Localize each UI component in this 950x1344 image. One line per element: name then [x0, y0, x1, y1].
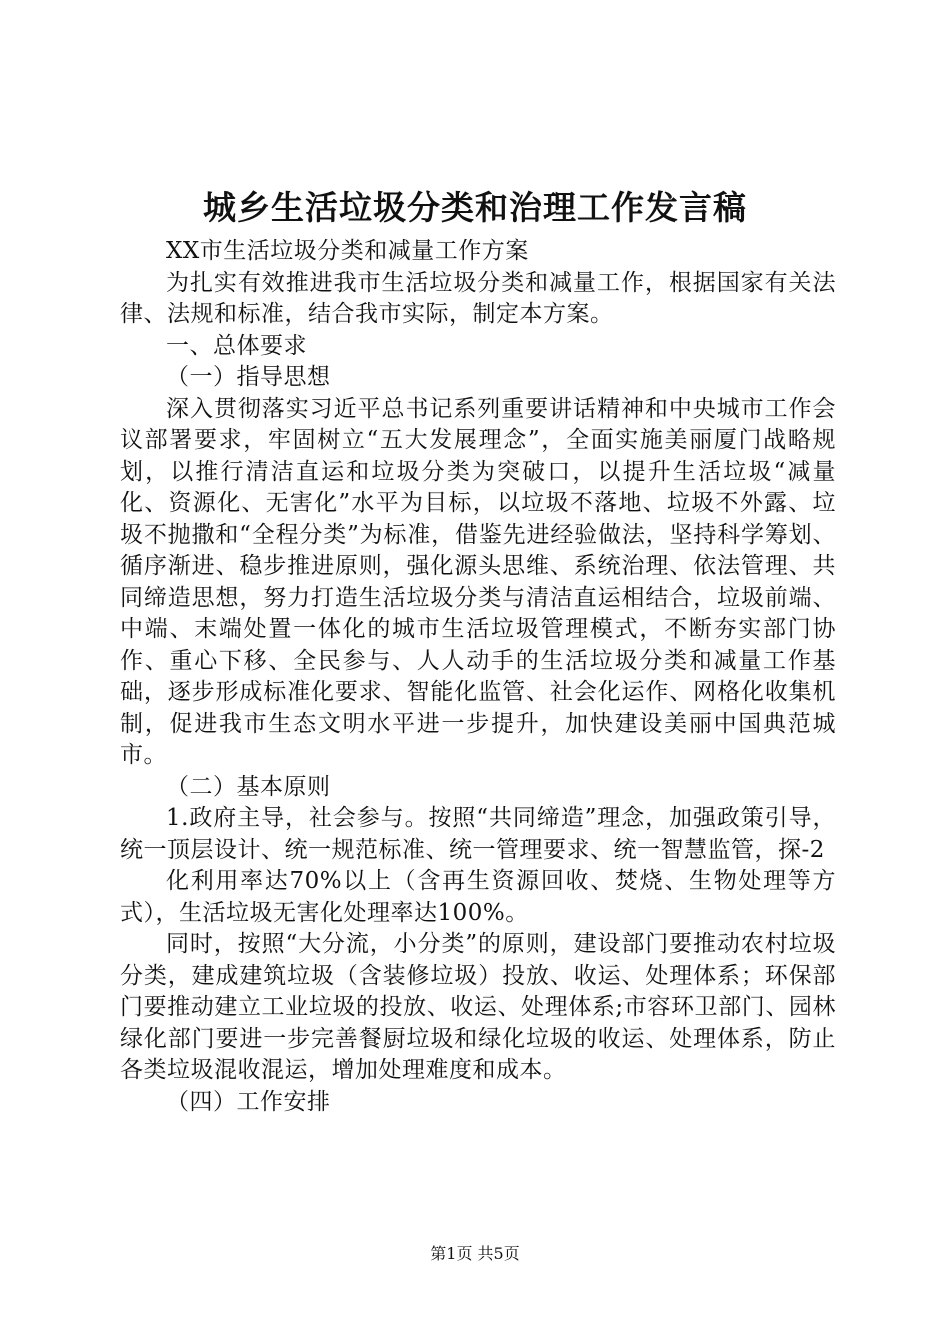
- document-body: [120, 236, 836, 1118]
- document-title: 城乡生活垃圾分类和治理工作发言稿: [203, 188, 747, 227]
- paragraph-intro: 为扎实有效推进我市生活垃圾分类和减量工作，根据国家有关法律、法规和标准，结合我市实际，制定本方案。: [120, 269, 836, 327]
- subsection-heading-guiding: （一）指导思想: [166, 364, 331, 390]
- page-number-footer: 第1页 共5页: [430, 1244, 520, 1263]
- paragraph-plan-name: XX市生活垃圾分类和减量工作方案: [166, 238, 529, 264]
- subsection-heading-arrangement: （四）工作安排: [166, 1088, 331, 1115]
- paragraph-utilization-rate: 化利用率达70%以上（含再生资源回收、焚烧、生物处理等方式），生活垃圾无害化处理率达100%。: [120, 868, 836, 926]
- paragraph-guiding-thought: 深入贯彻落实习近平总书记系列重要讲话精神和中央城市工作会议部署要求，牢固树立“五大发展理念”，全面实施美丽厦门战略规划，以推行清洁直运和垃圾分类为突破口，以提升生活垃圾“减量化、资源化、无害化”水平为目标，以垃圾不落地、垃圾不外露、垃圾不抛撒和“全程分类”为标准，借鉴先进经验做法，坚持科学筹划、循序渐进、稳步推进原则，强化源头思维、系统治理、依法管理、共同缔造思想，努力打造生活垃圾分类与清洁直运相结合，垃圾前端、中端、末端处置一体化的城市生活垃圾管理模式，不断夯实部门协作、重心下移、全民参与、人人动手的生活垃圾分类和减量工作基础，逐步形成标准化要求、智能化监管、社会化运作、网格化收集机制，促进我市生态文明水平进一步提升，加快建设美丽中国典范城市。: [120, 395, 836, 768]
- paragraph-diversion: 同时，按照“大分流，小分类”的原则，建设部门要推动农村垃圾分类，建成建筑垃圾（含装修垃圾）投放、收运、处理体系；环保部门要推动建立工业垃圾的投放、收运、处理体系;市容环卫部门、园林绿化部门要进一步完善餐厨垃圾和绿化垃圾的收运、处理体系，防止各类垃圾混收混运，增加处理难度和成本。: [120, 931, 836, 1083]
- paragraph-principle-1: 1.政府主导，社会参与。按照“共同缔造”理念，加强政策引导，统一顶层设计、统一规范标准、统一管理要求、统一智慧监管，探-2: [120, 805, 836, 863]
- section-heading-general: 一、总体要求: [166, 332, 307, 359]
- subsection-heading-principles: （二）基本原则: [166, 773, 331, 800]
